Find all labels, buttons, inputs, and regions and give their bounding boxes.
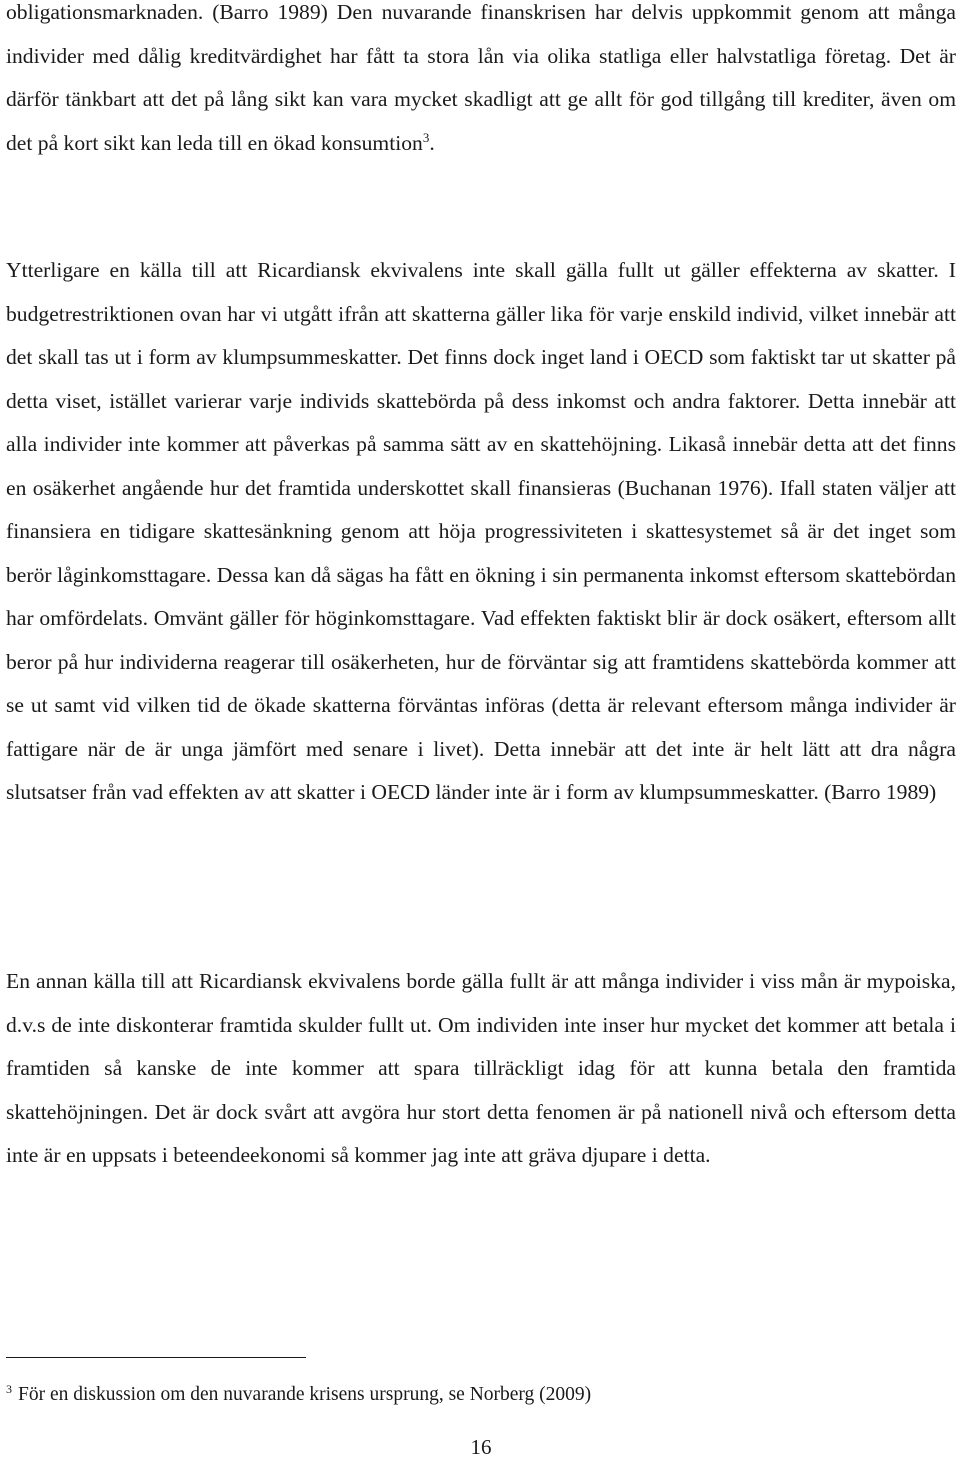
footnote-marker: 3 (6, 1381, 12, 1396)
footnote (6, 1382, 591, 1408)
paragraph-text: En annan källa till att Ricardiansk ekvivalens borde gälla fullt är att många individer i viss mån är mypoiska, d.v.s de inte diskonterar framtida skulder fullt ut. Om individen inte inser hur mycket det kommer att betala i framtiden så kanske de inte kommer att spara tillräckligt idag för att kunna betala den framtida skattehöjningen. Det är dock svårt att avgöra hur stort detta fenomen är på nationell nivå och eftersom detta inte är en uppsats i beteendeekonomi så kommer jag inte att gräva djupare i detta. (6, 969, 956, 1167)
body-paragraph-2 (6, 249, 956, 815)
paragraph-text: obligationsmarknaden. (Barro 1989) Den nuvarande finanskrisen har delvis uppkommit genom att många individer med dålig kreditvärdighet har fått ta stora lån via olika statliga eller halvstatliga företag. Det är därför tänkbart att det på lång sikt kan vara mycket skadligt att ge allt för god tillgång till krediter, även om det på kort sikt kan leda till en ökad konsumtion (6, 0, 956, 155)
paragraph-tail: . (429, 130, 435, 155)
paragraph-text: Ytterligare en källa till att Ricardiansk ekvivalens inte skall gälla fullt ut gäller effekterna av skatter. I budgetrestriktionen ovan har vi utgått ifrån att skatterna gäller lika för varje enskild individ, vilket innebär att det skall tas ut i form av klumpsummeskatter. Det finns dock inget land i OECD som faktiskt tar ut skatter på detta viset, istället varierar varje individs skattebörda på dess inkomst och andra faktorer. Detta innebär att alla individer inte kommer att påverkas på samma sätt av en skattehöjning. Likaså innebär detta att det finns en osäkerhet angående hur det framtida underskottet skall finansieras (Buchanan 1976). Ifall staten väljer att finansiera en tidigare skattesänkning genom att höja progressiviteten i skattesystemet så är det inget som berör låginkomsttagare. Dessa kan då sägas ha fått en ökning i sin permanenta inkomst eftersom skattebördan har omfördelats. Omvänt gäller för höginkomsttagare. Vad effekten faktiskt blir är dock osäkert, eftersom allt beror på hur individerna reagerar till osäkerheten, hur de förväntar sig att framtidens skattebörda kommer att se ut samt vid vilken tid de ökade skatterna förväntas införas (detta är relevant eftersom många individer är fattigare när de är unga jämfört med senare i livet). Detta innebär att det inte är helt lätt att dra några slutsatser från vad effekten av att skatter i OECD länder inte är i form av klumpsummeskatter. (Barro 1989) (6, 258, 956, 804)
body-paragraph-1 (6, 0, 956, 165)
page-number: 16 (470, 1435, 492, 1459)
footnote-separator (6, 1357, 306, 1358)
footnote-reference: 3 (422, 129, 430, 145)
body-paragraph-3 (6, 960, 956, 1178)
footnote-text: För en diskussion om den nuvarande krisens ursprung, se Norberg (2009) (18, 1384, 592, 1405)
